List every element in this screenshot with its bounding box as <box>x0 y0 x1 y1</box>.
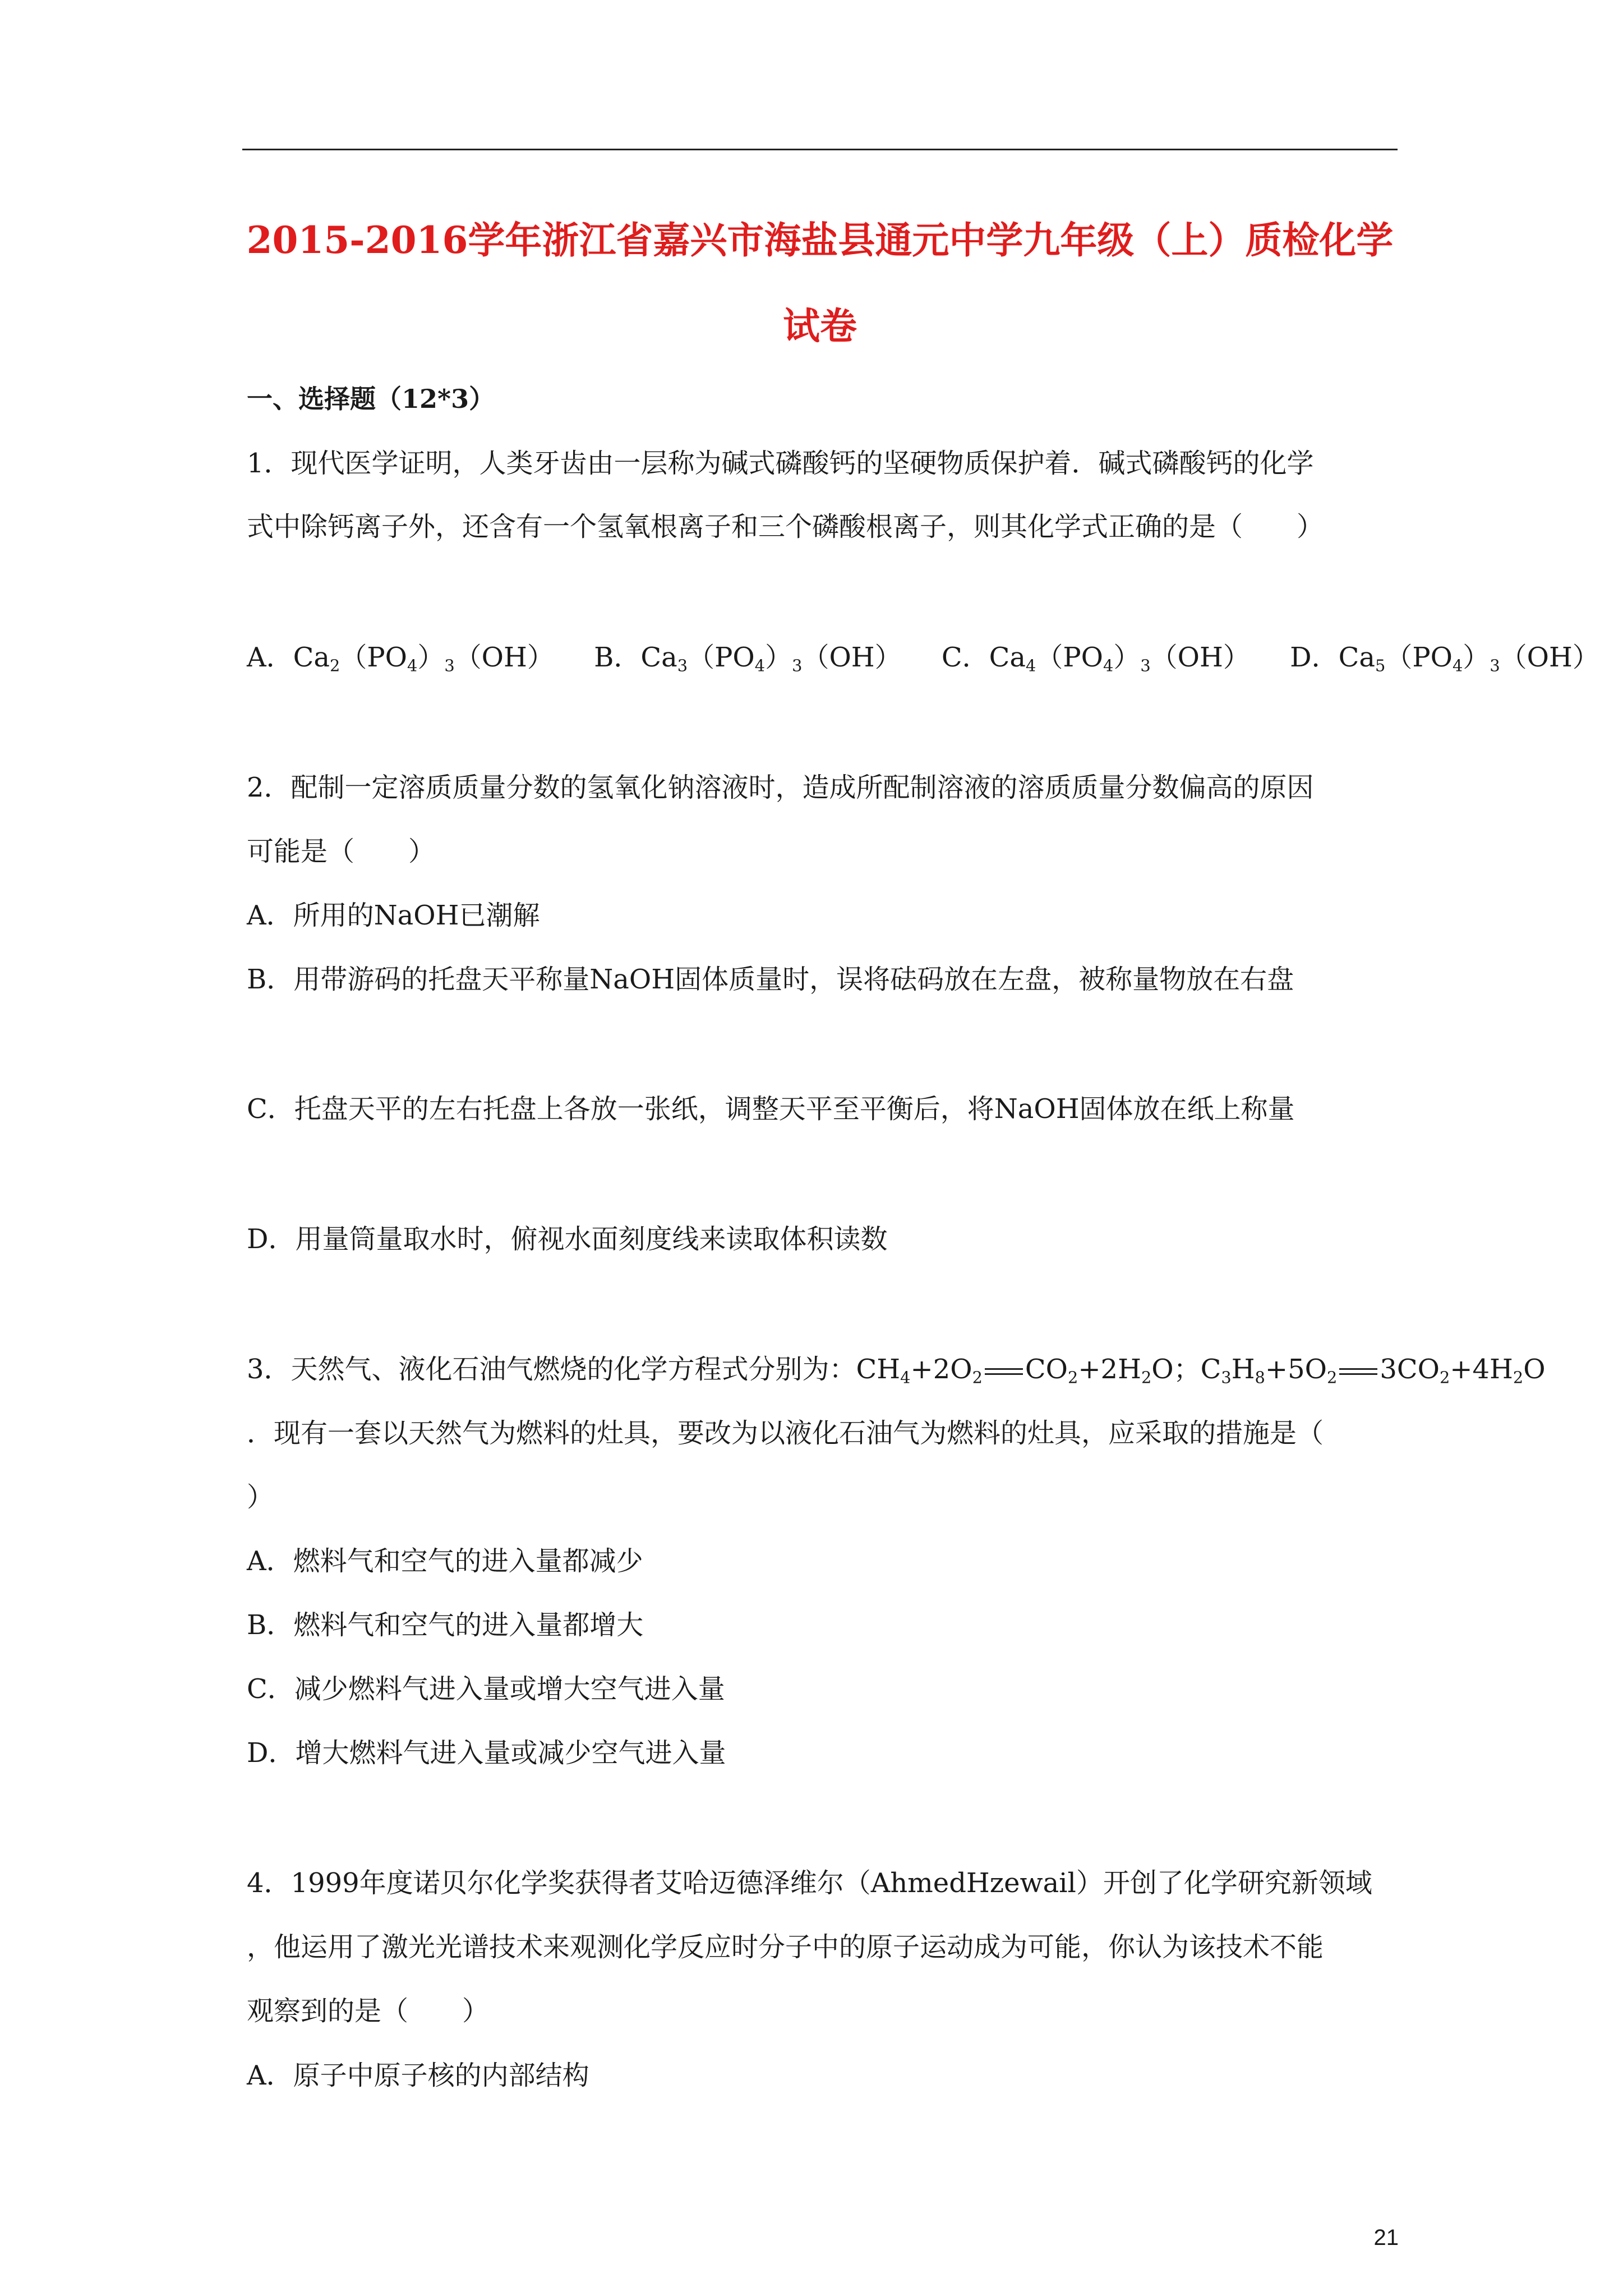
q1-stem-line1: 1．现代医学证明，人类牙齿由一层称为碱式磷酸钙的坚硬物质保护着．碱式磷酸钙的化学 <box>247 448 1314 479</box>
q3-option-c: C．减少燃料气进入量或增大空气进入量 <box>247 1673 725 1705</box>
q3-option-d: D．增大燃料气进入量或减少空气进入量 <box>247 1737 726 1769</box>
q4-stem-line2: ，他运用了激光光谱技术来观测化学反应时分子中的原子运动成为可能，你认为该技术不能 <box>247 1931 1324 1963</box>
q3-option-b: B．燃料气和空气的进入量都增大 <box>247 1609 644 1641</box>
q1-option-a: A．$Ca_2(PO_4)_3(OH)$ <box>247 642 554 675</box>
q1-stem-line2: 式中除钙离子外，还含有一个氢氧根离子和三个磷酸根离子，则其化学式正确的是（ ） <box>247 511 1324 542</box>
q2-stem-line2: 可能是（ ） <box>247 836 436 867</box>
q3-equation-methane: $CH_4+2O_2$ $CO_2+2H_2O$； <box>856 1354 1201 1387</box>
q1-options <box>247 642 1599 675</box>
q2-option-a: A．所用的NaOH已潮解 <box>247 900 540 931</box>
paper-title-line1: 2015-2016学年浙江省嘉兴市海盐县通元中学九年级（上）质检化学 <box>246 218 1394 262</box>
q4-stem-line1: 4．1999年度诺贝尔化学奖获得者艾哈迈德泽维尔（AhmedHzewail）开创了化学研究新领域 <box>247 1867 1372 1899</box>
q3-option-a: A．燃料气和空气的进入量都减少 <box>247 1545 643 1577</box>
q2-option-d: D．用量筒量取水时，俯视水面刻度线来读取体积读数 <box>247 1223 888 1255</box>
equals-sign <box>1339 1368 1377 1375</box>
q4-option-a: A．原子中原子核的内部结构 <box>247 2060 589 2091</box>
q2-stem-line1: 2．配制一定溶质质量分数的氢氧化钠溶液时，造成所配制溶液的溶质质量分数偏高的原因 <box>247 772 1314 803</box>
q4-stem-line3: 观察到的是（ ） <box>247 1995 490 2027</box>
q2-option-b: B．用带游码的托盘天平称量NaOH固体质量时，误将砝码放在左盘，被称量物放在右盘 <box>247 964 1294 995</box>
q1-option-d: D．$Ca_5(PO_4)_3(OH)$ <box>1290 642 1599 675</box>
q3-stem-line2: ．现有一套以天然气为燃料的灶具，要改为以液化石油气为燃料的灶具，应采取的措施是（ <box>247 1418 1324 1449</box>
header-rule <box>242 149 1398 150</box>
q3-stem-line1: 3．天然气、液化石油气燃烧的化学方程式分别为：$CH_4+2O_2$ $CO_2+2H_2O$；$C_3H_8+5O_2$ $3CO_2+4H_2O$ <box>247 1354 1546 1387</box>
page-number: 21 <box>1373 2225 1399 2250</box>
q1-option-b: B．$Ca_3(PO_4)_3(OH)$ <box>594 642 902 675</box>
paper-title-line2: 试卷 <box>783 304 857 348</box>
q3-equation-propane: $C_3H_8+5O_2$ $3CO_2+4H_2O$ <box>1200 1354 1546 1387</box>
q1-option-c: C．$Ca_4(PO_4)_3(OH)$ <box>941 642 1250 675</box>
section-heading: 一、选择题（12*3） <box>247 384 495 414</box>
q2-option-c: C．托盘天平的左右托盘上各放一张纸，调整天平至平衡后，将NaOH固体放在纸上称量 <box>247 1093 1295 1125</box>
equals-sign <box>985 1368 1023 1375</box>
q3-stem-line3: ） <box>247 1481 274 1513</box>
